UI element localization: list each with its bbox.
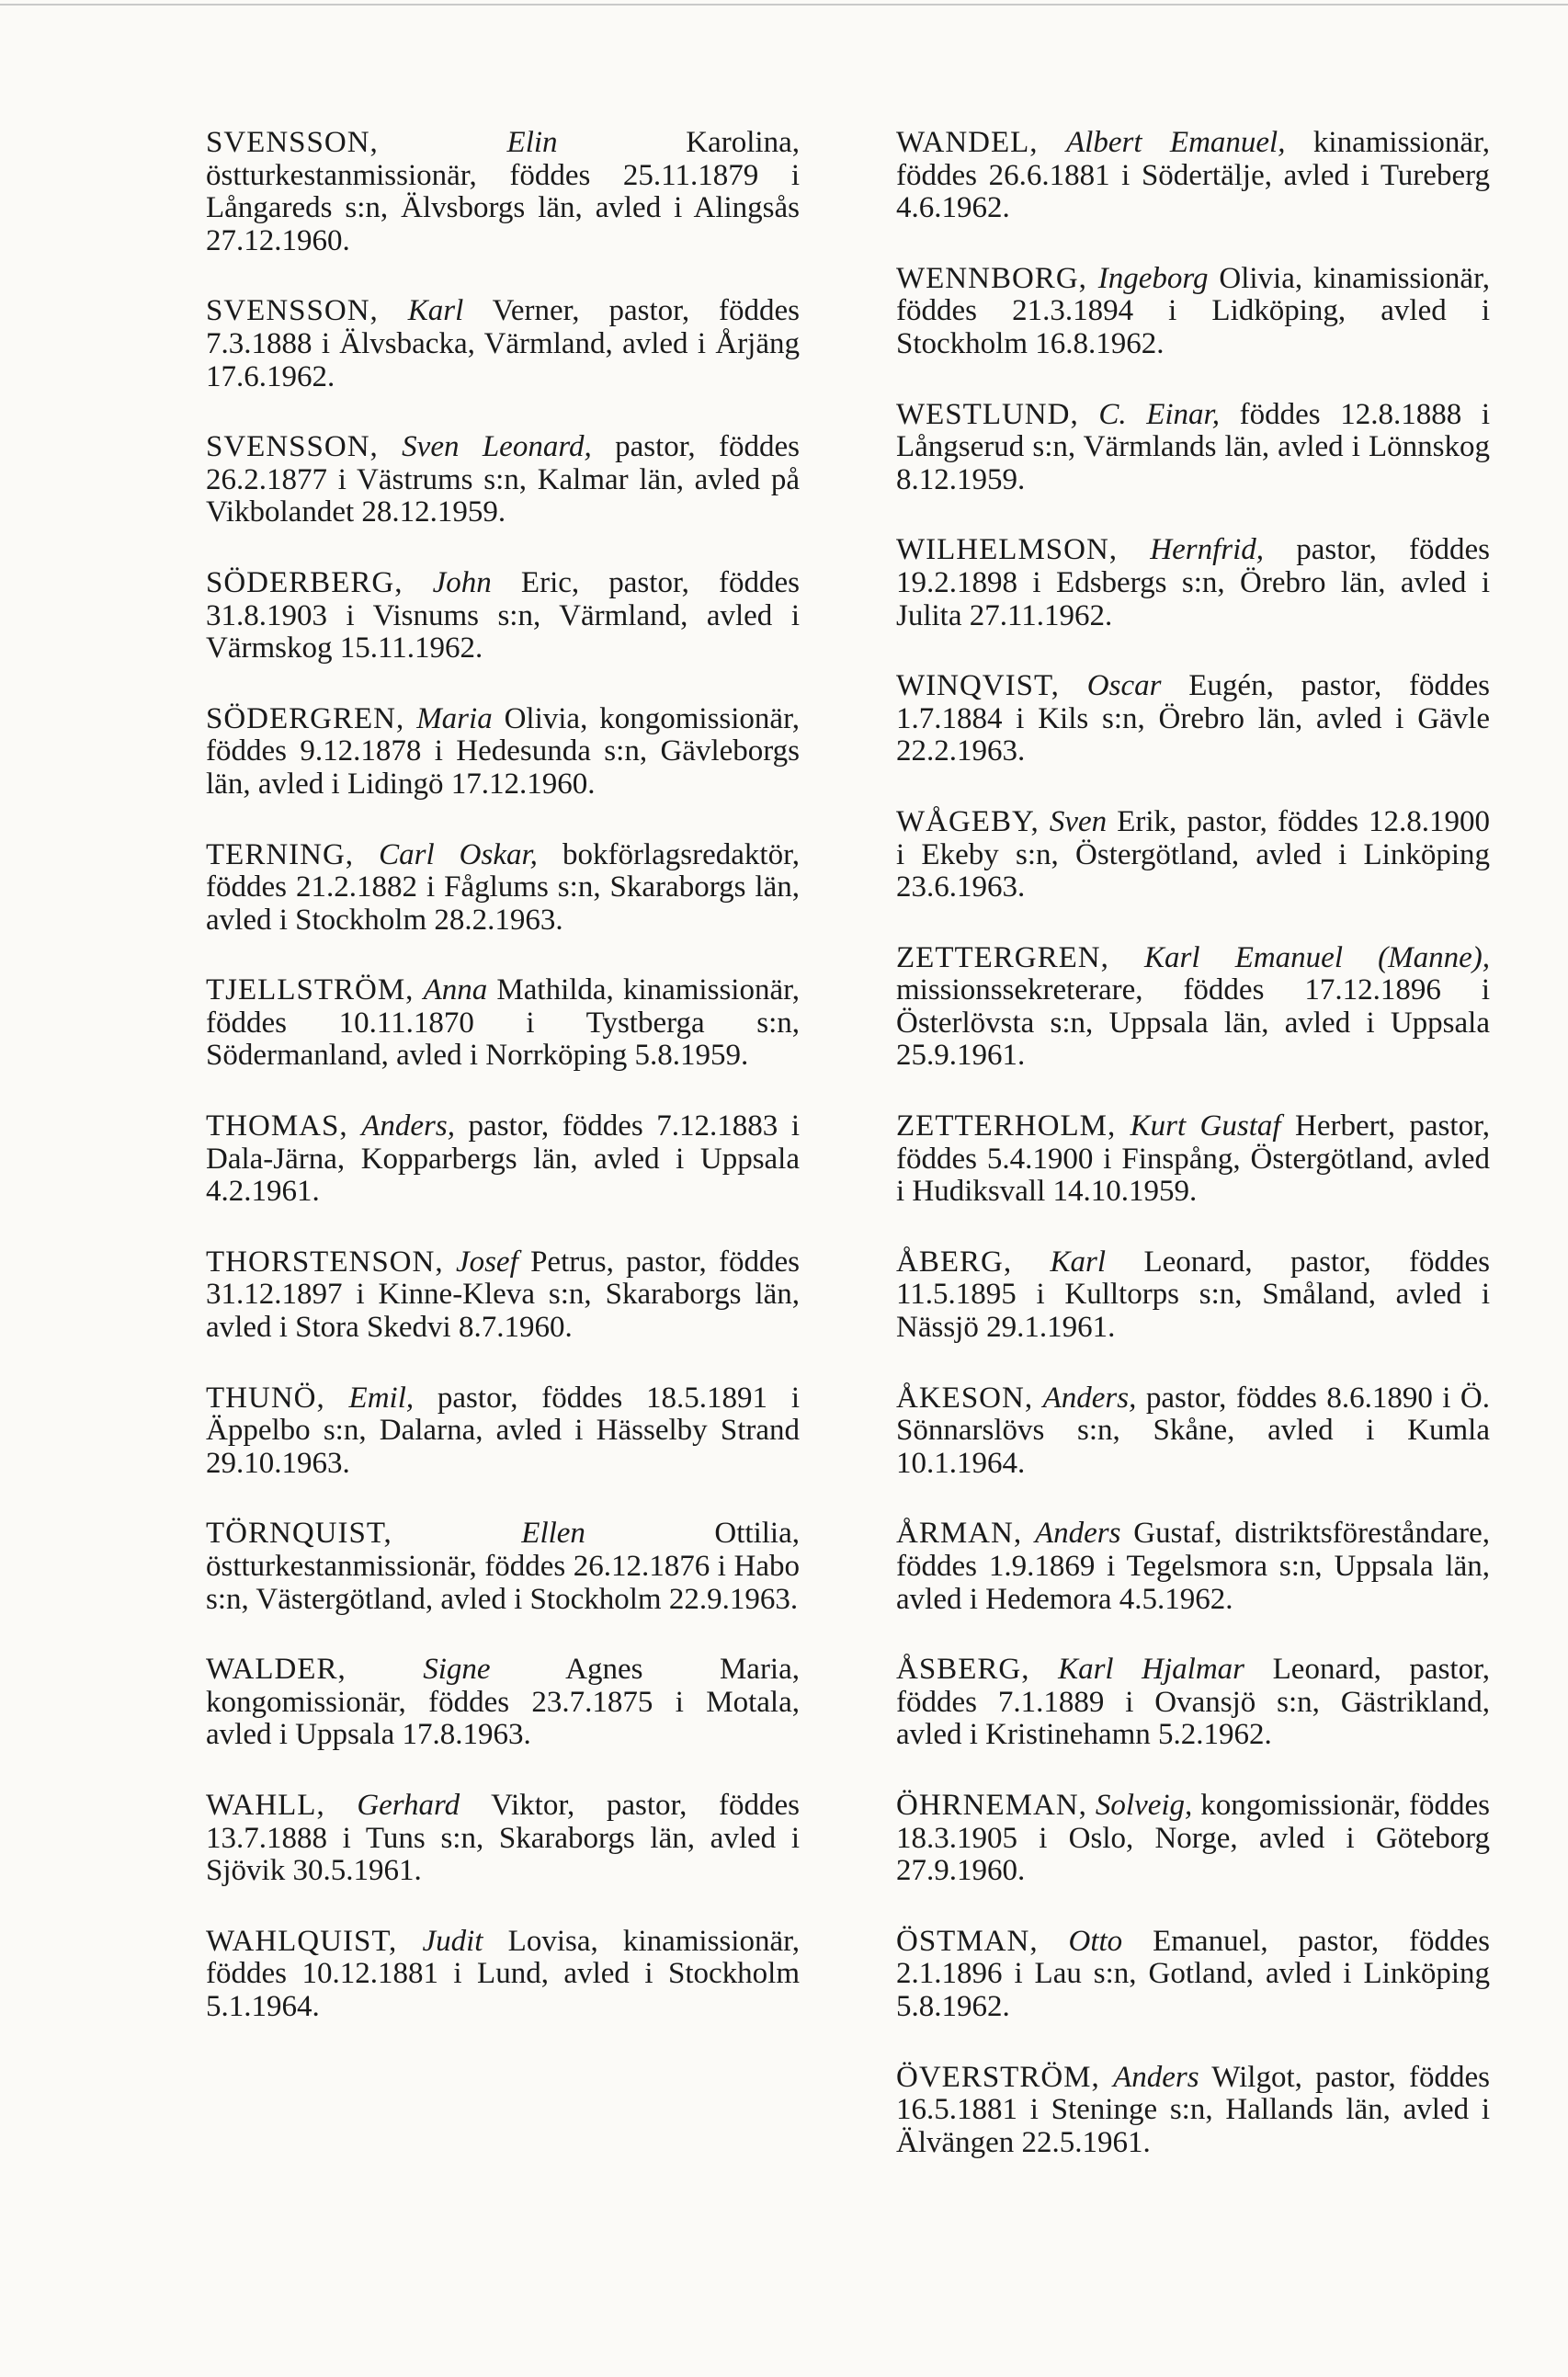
entry-surname: WAHLL, <box>206 1788 325 1822</box>
obituary-entry <box>896 1790 1490 1888</box>
entry-details: kongomissionär, föddes 18.3.1905 i Oslo, Norge, avled i Göteborg 27.9.1960. <box>896 1788 1490 1888</box>
obituary-entry <box>896 399 1490 497</box>
right-column <box>896 127 1490 2159</box>
entry-details: Olivia, kinamissionär, föddes 21.3.1894 i Lidköping, avled i Stockholm 16.8.1962. <box>896 261 1491 360</box>
entry-given-name: Anders <box>1113 2060 1199 2094</box>
entry-details: Ottilia, östturkestanmissionär, föddes 26.12.1876 i Habo s:n, Västergötland, avled i Stockholm 22.9.1963. <box>206 1517 800 1616</box>
obituary-entry <box>206 1382 800 1481</box>
obituary-entry <box>896 942 1490 1073</box>
entry-given-name: Oscar <box>1086 669 1162 703</box>
entry-given-name: Anna <box>423 973 488 1007</box>
entry-details: Petrus, pastor, föddes 31.12.1897 i Kinne-Kleva s:n, Skaraborgs län, avled i Stora Skedvi 8.7.1960. <box>206 1245 801 1345</box>
obituary-entry <box>206 839 800 938</box>
entry-surname: THOMAS, <box>206 1109 348 1143</box>
entry-surname: ÅBERG, <box>896 1245 1013 1279</box>
entry-given-name: Maria <box>416 701 493 735</box>
entry-given-name: Solveig, <box>1095 1788 1193 1822</box>
entry-details: missionssekreterare, föddes 17.12.1896 i Österlövsta s:n, Uppsala län, avled i Uppsala 25.9.1961. <box>896 973 1490 1073</box>
entry-surname: ÖVERSTRÖM, <box>896 2060 1100 2094</box>
entry-surname: ÅRMAN, <box>896 1517 1023 1551</box>
entry-given-name: John <box>432 565 492 599</box>
obituary-entry <box>206 1926 800 2024</box>
obituary-entry <box>896 806 1490 904</box>
entry-surname: THUNÖ, <box>206 1381 325 1415</box>
entry-details: pastor, föddes 18.5.1891 i Äppelbo s:n, Dalarna, avled i Hässelby Strand 29.10.1963. <box>206 1381 801 1480</box>
entry-surname: WENNBORG, <box>896 261 1087 295</box>
entry-given-name: Judit <box>422 1924 483 1958</box>
entry-given-name: Sven <box>1049 804 1108 838</box>
entry-given-name: Signe <box>423 1653 491 1687</box>
entry-given-name: Anders, <box>1042 1381 1137 1415</box>
entry-details: Verner, pastor, föddes 7.3.1888 i Älvsbacka, Värmland, avled i Årjäng 17.6.1962. <box>206 294 801 393</box>
entry-details: pastor, föddes 19.2.1898 i Edsbergs s:n, Örebro län, avled i Julita 27.11.1962. <box>896 533 1491 632</box>
entry-surname: WÅGEBY, <box>896 804 1040 838</box>
entry-given-name: Karl <box>407 294 464 328</box>
entry-surname: ZETTERHOLM, <box>896 1109 1117 1143</box>
obituary-entry <box>896 263 1490 361</box>
entry-given-name: Karl Hjalmar <box>1058 1653 1245 1687</box>
entry-surname: WAHLQUIST, <box>206 1924 398 1958</box>
obituary-entry <box>896 1926 1490 2024</box>
entry-given-name: Otto <box>1068 1924 1123 1958</box>
entry-given-name: Karl Emanuel (Manne), <box>1144 940 1490 974</box>
entry-surname: WANDEL, <box>896 126 1039 159</box>
entry-surname: WALDER, <box>206 1653 347 1687</box>
entry-given-name: Hernfrid, <box>1150 533 1265 567</box>
entry-details: Herbert, pastor, föddes 5.4.1900 i Finspång, Östergötland, avled i Hudiksvall 14.10.1959. <box>896 1109 1490 1209</box>
left-column <box>206 127 800 2024</box>
obituary-entry <box>206 703 800 802</box>
entry-given-name: Kurt Gustaf <box>1130 1109 1281 1143</box>
entry-surname: ÖSTMAN, <box>896 1924 1039 1958</box>
page-top-edge <box>0 4 1568 6</box>
entry-given-name: Carl Oskar, <box>379 837 538 871</box>
entry-details: Viktor, pastor, föddes 13.7.1888 i Tuns s:n, Skaraborgs län, avled i Sjövik 30.5.1961. <box>206 1788 800 1888</box>
entry-details: Wilgot, pastor, föddes 16.5.1881 i Steninge s:n, Hallands län, avled i Älvängen 22.5.1961. <box>896 2060 1491 2159</box>
entry-details: Eric, pastor, föddes 31.8.1903 i Visnums s:n, Värmland, avled i Värmskog 15.11.1962. <box>206 565 800 665</box>
entry-details: Erik, pastor, föddes 12.8.1900 i Ekeby s:n, Östergötland, avled i Linköping 23.6.1963. <box>896 804 1491 904</box>
obituary-entry <box>206 1790 800 1888</box>
obituary-entry <box>206 431 800 529</box>
entry-surname: ÅKESON, <box>896 1381 1034 1415</box>
obituary-entry <box>896 534 1490 632</box>
entry-given-name: Gerhard <box>357 1788 460 1822</box>
obituary-entry <box>896 1654 1490 1752</box>
obituary-entry <box>896 1382 1490 1481</box>
entry-surname: TÖRNQUIST, <box>206 1517 392 1551</box>
entry-details: föddes 12.8.1888 i Långserud s:n, Värmlands län, avled i Lönnskog 8.12.1959. <box>896 397 1490 496</box>
entry-given-name: Josef <box>455 1245 518 1279</box>
entry-details: pastor, föddes 26.2.1877 i Västrums s:n, Kalmar län, avled på Vikbolandet 28.12.1959. <box>206 430 800 529</box>
obituary-entry <box>206 974 800 1073</box>
entry-surname: WINQVIST, <box>896 669 1060 703</box>
entry-surname: SÖDERGREN, <box>206 701 405 735</box>
entry-details: Karolina, östturkestanmissionär, föddes 25.11.1879 i Långareds s:n, Älvsborgs län, avled i Alingsås 27.12.1960. <box>206 126 800 257</box>
obituary-entry <box>896 1110 1490 1209</box>
obituary-entry <box>206 1246 800 1345</box>
entry-details: Olivia, kongomissionär, föddes 9.12.1878 i Hedesunda s:n, Gävleborgs län, avled i Lidingö 17.12.1960. <box>206 701 800 801</box>
entry-surname: WILHELMSON, <box>896 533 1119 567</box>
entry-details: pastor, föddes 8.6.1890 i Ö. Sönnarslövs s:n, Skåne, avled i Kumla 10.1.1964. <box>896 1381 1491 1480</box>
entry-details: bokförlagsredaktör, föddes 21.2.1882 i Fåglums s:n, Skaraborgs län, avled i Stockholm 28.2.1963. <box>206 837 800 937</box>
obituary-entry <box>896 670 1490 768</box>
obituary-entry <box>896 1518 1490 1616</box>
entry-surname: THORSTENSON, <box>206 1245 444 1279</box>
entry-details: Emanuel, pastor, föddes 2.1.1896 i Lau s:n, Gotland, avled i Linköping 5.8.1962. <box>896 1924 1490 2023</box>
entry-surname: SVENSSON, <box>206 294 379 328</box>
entry-surname: ÖHRNEMAN, <box>896 1788 1087 1822</box>
entry-surname: SVENSSON, <box>206 126 379 159</box>
obituary-entry <box>206 1110 800 1209</box>
entry-given-name: C. Einar, <box>1098 397 1220 431</box>
obituary-entry <box>896 127 1490 225</box>
entry-given-name: Ellen <box>521 1517 585 1551</box>
entry-surname: SÖDERBERG, <box>206 565 403 599</box>
entry-given-name: Elin <box>506 126 558 159</box>
obituary-entry <box>206 1518 800 1616</box>
entry-surname: SVENSSON, <box>206 430 379 464</box>
entry-surname: ÅSBERG, <box>896 1653 1030 1687</box>
entry-details: kinamissionär, föddes 26.6.1881 i Södertälje, avled i Tureberg 4.6.1962. <box>896 126 1490 225</box>
obituary-entry <box>206 1654 800 1752</box>
obituary-entry <box>896 2062 1490 2160</box>
entry-details: Leonard, pastor, föddes 11.5.1895 i Kulltorps s:n, Småland, avled i Nässjö 29.1.1961. <box>896 1245 1490 1345</box>
obituary-entry <box>896 1246 1490 1345</box>
entry-surname: TJELLSTRÖM, <box>206 973 415 1007</box>
entry-surname: ZETTERGREN, <box>896 940 1109 974</box>
entry-details: Leonard, pastor, föddes 7.1.1889 i Ovansjö s:n, Gästrikland, avled i Kristinehamn 5.2.1962. <box>896 1653 1491 1752</box>
entry-details: Mathilda, kinamissionär, föddes 10.11.1870 i Tystberga s:n, Södermanland, avled i Norrköping 5.8.1959. <box>206 973 801 1073</box>
entry-surname: TERNING, <box>206 837 355 871</box>
entry-details: Agnes Maria, kongomissionär, föddes 23.7.1875 i Motala, avled i Uppsala 17.8.1963. <box>206 1653 800 1752</box>
entry-surname: WESTLUND, <box>896 397 1079 431</box>
entry-details: pastor, föddes 7.12.1883 i Dala-Järna, Kopparbergs län, avled i Uppsala 4.2.1961. <box>206 1109 801 1209</box>
entry-given-name: Anders, <box>361 1109 455 1143</box>
entry-given-name: Ingeborg <box>1097 261 1209 295</box>
entry-given-name: Anders <box>1034 1517 1121 1551</box>
entry-given-name: Albert Emanuel, <box>1066 126 1286 159</box>
entry-given-name: Karl <box>1050 1245 1107 1279</box>
entry-given-name: Sven Leonard, <box>402 430 592 464</box>
entry-given-name: Emil, <box>348 1381 415 1415</box>
entry-details: Gustaf, distriktsföreståndare, föddes 1.9.1869 i Tegelsmora s:n, Uppsala län, avled i Hedemora 4.5.1962. <box>896 1517 1490 1616</box>
obituary-entry <box>206 295 800 393</box>
entry-details: Eugén, pastor, föddes 1.7.1884 i Kils s:n, Örebro län, avled i Gävle 22.2.1963. <box>896 669 1491 768</box>
obituary-entry <box>206 567 800 665</box>
entry-details: Lovisa, kinamissionär, föddes 10.12.1881 i Lund, avled i Stockholm 5.1.1964. <box>206 1924 801 2023</box>
obituary-entry <box>206 127 800 257</box>
